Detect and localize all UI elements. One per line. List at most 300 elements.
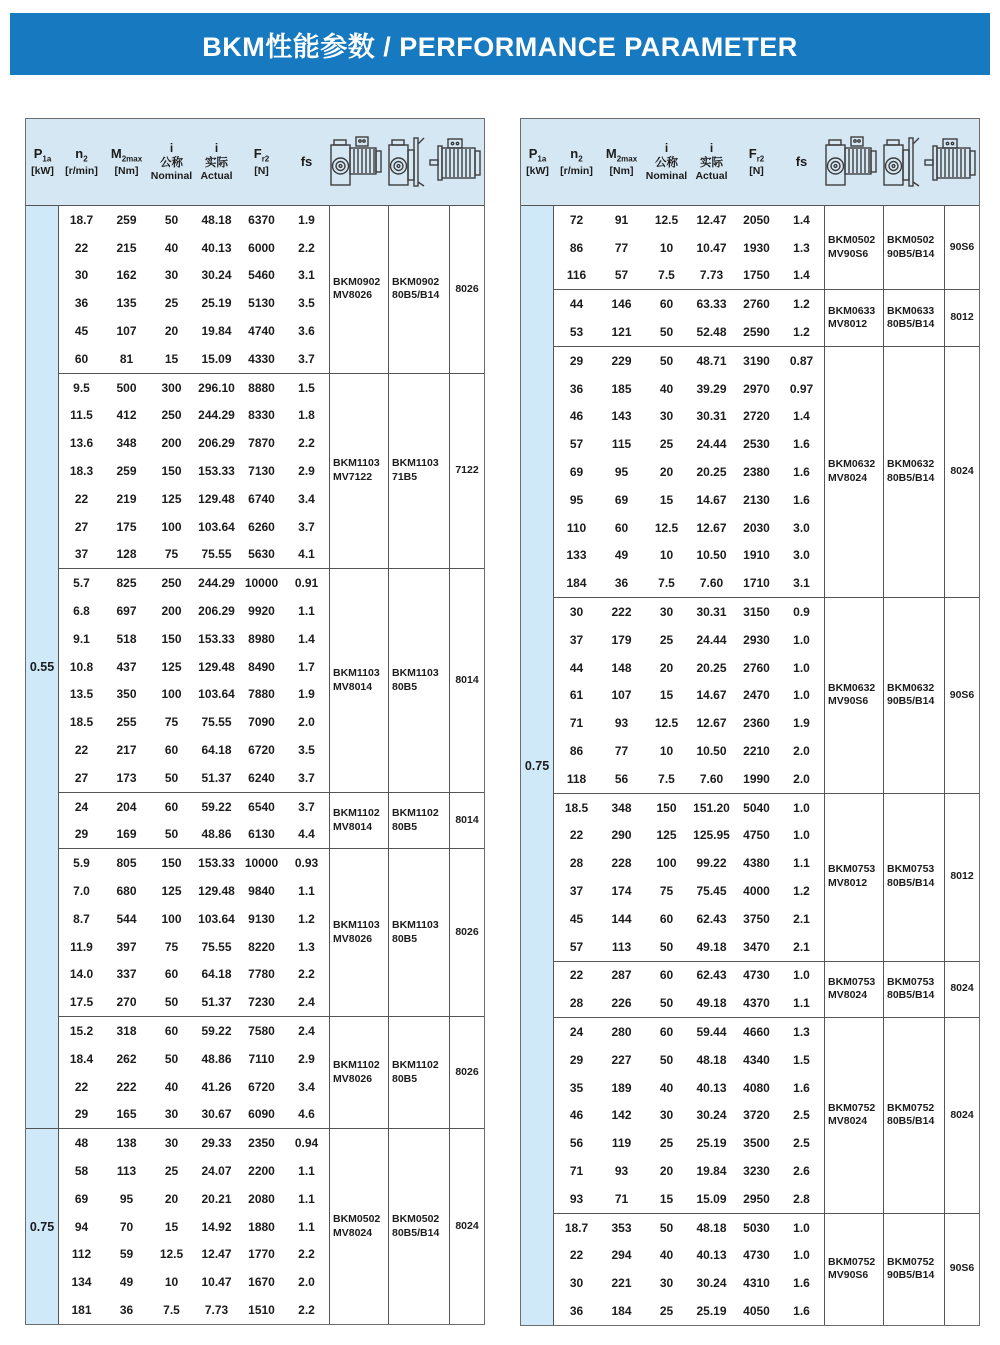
data-cell: 1.0: [793, 660, 810, 675]
model-gearmotor: BKM0502 MV90S6: [824, 206, 883, 289]
motor-size: 8024: [944, 1018, 979, 1213]
data-cell: 1.1: [298, 1219, 315, 1234]
data-cell: 60: [164, 967, 179, 982]
data-cell: 2200: [248, 1163, 275, 1178]
data-cell: 93: [614, 1163, 629, 1178]
data-cell: 100: [161, 911, 182, 926]
data-cell: 175: [116, 519, 137, 534]
data-cell: 6720: [248, 1079, 275, 1094]
motor-icon: [924, 134, 979, 190]
data-cell: 3230: [743, 1163, 770, 1178]
data-cell: 2130: [743, 492, 770, 507]
data-cell: 206.29: [198, 604, 235, 619]
data-cell: 2.2: [298, 436, 315, 451]
data-cell: 93: [614, 716, 629, 731]
data-cell: 8490: [248, 659, 275, 674]
data-cell: 7870: [248, 436, 275, 451]
power-column: [26, 206, 59, 1324]
model-group: [554, 1213, 979, 1325]
data-cell: 6130: [248, 827, 275, 842]
data-grid: [554, 206, 824, 289]
data-cell: 86: [569, 744, 584, 759]
data-cell: 3.5: [298, 743, 315, 758]
data-cell: 222: [611, 605, 632, 620]
data-cell: 1.6: [793, 492, 810, 507]
data-cell: 49: [119, 1275, 134, 1290]
data-cell: 1.3: [298, 939, 315, 954]
data-cell: 37: [569, 884, 584, 899]
data-cell: 18.7: [564, 1220, 589, 1235]
data-cell: 227: [611, 1052, 632, 1067]
data-grid: [59, 374, 329, 569]
data-cell: 15.09: [696, 1191, 727, 1206]
data-cell: 1.0: [793, 968, 810, 983]
data-cell: 805: [116, 856, 137, 871]
data-cell: 8.7: [73, 911, 90, 926]
model-group: [59, 568, 484, 791]
model-gearmotor: BKM0902 MV8026: [329, 206, 388, 373]
power-value: 0.55: [29, 660, 55, 675]
data-cell: 1750: [743, 268, 770, 283]
data-cell: 1.3: [793, 240, 810, 255]
data-cell: 69: [74, 1191, 89, 1206]
data-cell: 7.5: [163, 1302, 180, 1317]
data-cell: 2.5: [793, 1136, 810, 1151]
model-gearbox-flange: BKM0902 80B5/B14: [388, 206, 449, 373]
data-cell: 71: [569, 1163, 584, 1178]
data-cell: 2970: [743, 381, 770, 396]
data-cell: 1.0: [793, 828, 810, 843]
data-cell: 2080: [248, 1191, 275, 1206]
data-cell: 48: [74, 1136, 89, 1151]
data-cell: 2210: [743, 744, 770, 759]
data-cell: 262: [116, 1051, 137, 1066]
column-header-p: $P_{1a}$ [kW]: [31, 146, 54, 177]
data-cell: 116: [566, 268, 587, 283]
data-cell: 95: [614, 465, 629, 480]
data-cell: 44: [569, 297, 584, 312]
data-cell: 7.60: [699, 576, 724, 591]
group-list: [554, 206, 979, 1325]
data-cell: 50: [164, 827, 179, 842]
data-cell: 45: [569, 911, 584, 926]
data-cell: 75: [164, 715, 179, 730]
data-grid: [554, 290, 824, 346]
data-cell: 1.4: [793, 212, 810, 227]
data-cell: 30.24: [201, 268, 232, 283]
model-gearbox-flange: BKM1103 80B5: [388, 849, 449, 1016]
data-cell: 4380: [743, 856, 770, 871]
data-cell: 1.9: [793, 716, 810, 731]
data-cell: 270: [116, 995, 137, 1010]
data-cell: 825: [116, 576, 137, 591]
data-cell: 179: [611, 632, 632, 647]
page-title: BKM性能参数 / PERFORMANCE PARAMETER: [202, 31, 798, 62]
data-cell: 48.86: [201, 827, 232, 842]
data-cell: 25: [164, 296, 179, 311]
data-cell: 60: [659, 911, 674, 926]
data-cell: 25: [659, 1136, 674, 1151]
data-cell: 1.9: [298, 687, 315, 702]
data-cell: 27: [74, 770, 89, 785]
data-grid: [554, 1214, 824, 1325]
model-gearmotor: BKM1102 MV8026: [329, 1017, 388, 1128]
data-cell: 9.1: [73, 631, 90, 646]
data-cell: 46: [569, 409, 584, 424]
column-header-f: $F_{r2}$ [N]: [253, 146, 270, 177]
data-cell: 173: [116, 770, 137, 785]
data-cell: 142: [611, 1108, 632, 1123]
data-grid: [59, 206, 329, 373]
data-cell: 53: [569, 325, 584, 340]
data-cell: 133: [566, 548, 587, 563]
data-cell: 3.7: [298, 351, 315, 366]
data-cell: 222: [116, 1079, 137, 1094]
model-group: [59, 1016, 484, 1128]
data-cell: 184: [611, 1303, 632, 1318]
data-cell: 30.24: [696, 1108, 727, 1123]
data-cell: 2.0: [298, 1275, 315, 1290]
data-cell: 5460: [248, 268, 275, 283]
power-value: 0.75: [26, 1128, 58, 1324]
data-cell: 22: [569, 828, 584, 843]
data-grid: [554, 962, 824, 1018]
data-cell: 348: [611, 800, 632, 815]
motor-icon: [429, 134, 484, 190]
data-cell: 215: [116, 240, 137, 255]
model-gearbox-flange: BKM1102 80B5: [388, 793, 449, 849]
data-cell: 6.8: [73, 604, 90, 619]
motor-size: 8012: [944, 794, 979, 961]
data-cell: 4050: [743, 1303, 770, 1318]
data-cell: 4740: [248, 324, 275, 339]
data-cell: 10.8: [69, 659, 94, 674]
data-cell: 1880: [248, 1219, 275, 1234]
data-cell: 40: [659, 1080, 674, 1095]
data-cell: 4310: [743, 1276, 770, 1291]
data-cell: 128: [116, 547, 137, 562]
data-cell: 150: [161, 856, 182, 871]
data-cell: 40.13: [696, 1080, 727, 1095]
power-value: 0.75: [524, 758, 550, 773]
data-cell: 3.5: [298, 296, 315, 311]
data-cell: 18.3: [69, 464, 94, 479]
data-cell: 138: [116, 1136, 137, 1151]
data-cell: 7.5: [658, 576, 675, 591]
motor-size: 8026: [449, 1017, 484, 1128]
column-header-m: $M_{2max}$ [Nm]: [110, 146, 143, 177]
data-cell: 30: [74, 268, 89, 283]
data-cell: 62.43: [696, 911, 727, 926]
data-cell: 50: [659, 1052, 674, 1067]
data-cell: 125.95: [693, 828, 730, 843]
data-cell: 353: [611, 1220, 632, 1235]
data-cell: 1.9: [298, 212, 315, 227]
data-cell: 2.2: [298, 967, 315, 982]
data-cell: 41.26: [201, 1079, 232, 1094]
data-cell: 244.29: [198, 408, 235, 423]
data-cell: 51.37: [201, 770, 232, 785]
motor-size: 8014: [449, 569, 484, 791]
data-cell: 75: [164, 547, 179, 562]
data-cell: 10.50: [696, 744, 727, 759]
data-cell: 61: [569, 688, 584, 703]
data-cell: 25: [659, 632, 674, 647]
data-cell: 151.20: [693, 800, 730, 815]
data-cell: 35: [569, 1080, 584, 1095]
column-header-fs: fs: [795, 153, 808, 169]
data-cell: 2.8: [793, 1191, 810, 1206]
model-group: [59, 373, 484, 569]
data-cell: 134: [71, 1275, 92, 1290]
data-cell: 12.5: [159, 1247, 184, 1262]
data-cell: 2350: [248, 1136, 275, 1151]
data-cell: 165: [116, 1107, 137, 1122]
data-cell: 2360: [743, 716, 770, 731]
data-cell: 49.18: [696, 996, 727, 1011]
data-cell: 30.24: [696, 1276, 727, 1291]
data-cell: 1930: [743, 240, 770, 255]
data-cell: 22: [74, 240, 89, 255]
data-cell: 40: [164, 1079, 179, 1094]
data-cell: 6260: [248, 519, 275, 534]
data-cell: 4660: [743, 1025, 770, 1039]
data-grid: [59, 849, 329, 1016]
data-cell: 60: [164, 1024, 179, 1038]
data-cell: 56: [569, 1136, 584, 1151]
data-cell: 50: [164, 1051, 179, 1066]
data-cell: 4330: [248, 351, 275, 366]
data-cell: 24: [569, 1025, 584, 1039]
data-cell: 50: [659, 1220, 674, 1235]
data-cell: 95: [119, 1191, 134, 1206]
data-cell: 4080: [743, 1080, 770, 1095]
data-cell: 15: [659, 492, 674, 507]
data-cell: 30: [569, 605, 584, 620]
data-cell: 200: [161, 604, 182, 619]
data-cell: 60: [659, 968, 674, 983]
data-cell: 3150: [743, 605, 770, 620]
data-cell: 680: [116, 884, 137, 899]
data-cell: 2.4: [298, 995, 315, 1010]
data-cell: 57: [569, 939, 584, 954]
column-header-ratio: i 实际 Actual: [200, 140, 233, 183]
column-header-ratio: i 实际 Actual: [695, 140, 728, 183]
data-cell: 11.9: [70, 939, 93, 954]
model-gearmotor: BKM0753 MV8024: [824, 962, 883, 1018]
data-cell: 14.67: [696, 688, 727, 703]
data-cell: 348: [116, 436, 137, 451]
data-cell: 2.9: [298, 464, 315, 479]
data-cell: 0.91: [294, 576, 319, 591]
data-cell: 113: [611, 939, 632, 954]
data-cell: 59.22: [201, 799, 232, 814]
model-gearbox-flange: BKM0632 90B5/B14: [883, 598, 944, 793]
data-cell: 2.9: [298, 1051, 315, 1066]
data-cell: 121: [611, 325, 632, 340]
data-cell: 259: [116, 464, 137, 479]
data-cell: 118: [566, 771, 587, 786]
data-cell: 60: [164, 743, 179, 758]
data-cell: 3470: [743, 939, 770, 954]
data-cell: 0.93: [294, 856, 319, 871]
data-cell: 1.5: [298, 380, 315, 395]
model-group: [59, 792, 484, 849]
data-cell: 229: [611, 353, 632, 368]
data-cell: 189: [611, 1080, 632, 1095]
data-cell: 60: [659, 297, 674, 312]
data-cell: 125: [161, 491, 182, 506]
motor-size: 7122: [449, 374, 484, 569]
performance-table-right: [520, 118, 980, 1326]
data-cell: 57: [569, 437, 584, 452]
data-cell: 112: [71, 1247, 92, 1262]
data-cell: 7.73: [204, 1302, 229, 1317]
column-header-m: $M_{2max}$ [Nm]: [605, 146, 638, 177]
data-cell: 287: [611, 968, 632, 983]
data-cell: 22: [74, 1079, 89, 1094]
data-cell: 25: [659, 1303, 674, 1318]
data-cell: 3.0: [793, 520, 810, 535]
data-cell: 5030: [743, 1220, 770, 1235]
data-cell: 4.6: [298, 1107, 315, 1122]
data-cell: 0.97: [789, 381, 814, 396]
data-cell: 12.5: [654, 716, 679, 731]
data-cell: 1770: [248, 1247, 275, 1262]
data-cell: 2050: [743, 212, 770, 227]
data-grid: [59, 1017, 329, 1128]
model-gearbox-flange: BKM0632 80B5/B14: [883, 347, 944, 597]
data-cell: 15.2: [69, 1024, 94, 1038]
data-cell: 9130: [248, 911, 275, 926]
data-cell: 184: [566, 576, 587, 591]
data-cell: 3720: [743, 1108, 770, 1123]
data-cell: 259: [116, 212, 137, 227]
gearbox-drawings: [824, 119, 979, 205]
motor-size: 8024: [944, 962, 979, 1018]
data-cell: 22: [569, 968, 584, 983]
data-cell: 3.7: [298, 519, 315, 534]
data-cell: 144: [611, 911, 632, 926]
data-cell: 52.48: [696, 325, 727, 340]
data-cell: 8330: [248, 408, 275, 423]
data-cell: 28: [569, 996, 584, 1011]
data-cell: 15: [164, 1219, 179, 1234]
model-gearbox-flange: BKM0502 80B5/B14: [388, 1129, 449, 1324]
data-cell: 22: [74, 743, 89, 758]
model-gearbox-flange: BKM1102 80B5: [388, 1017, 449, 1128]
data-cell: 93: [569, 1191, 584, 1206]
data-cell: 244.29: [198, 576, 235, 591]
data-cell: 125: [161, 884, 182, 899]
data-grid: [554, 347, 824, 597]
data-cell: 129.48: [198, 491, 235, 506]
model-group: [59, 206, 484, 373]
data-cell: 1510: [248, 1302, 275, 1317]
data-cell: 4.1: [298, 547, 315, 562]
data-cell: 204: [116, 799, 137, 814]
model-gearmotor: BKM1103 MV8014: [329, 569, 388, 791]
model-gearbox-flange: BKM0753 80B5/B14: [883, 794, 944, 961]
data-cell: 64.18: [201, 967, 232, 982]
data-cell: 119: [611, 1136, 632, 1151]
data-cell: 1.6: [793, 465, 810, 480]
data-cell: 100: [656, 856, 677, 871]
data-cell: 3190: [743, 353, 770, 368]
data-cell: 148: [611, 660, 632, 675]
data-cell: 150: [656, 800, 677, 815]
data-cell: 7580: [248, 1024, 275, 1038]
data-cell: 50: [659, 939, 674, 954]
data-cell: 48.18: [201, 212, 232, 227]
data-cell: 30: [659, 605, 674, 620]
data-cell: 48.18: [696, 1220, 727, 1235]
model-gearmotor: BKM0502 MV8024: [329, 1129, 388, 1324]
data-cell: 3.7: [298, 799, 315, 814]
data-cell: 45: [74, 324, 89, 339]
model-group: [554, 597, 979, 793]
data-cell: 7110: [248, 1051, 275, 1066]
data-cell: 250: [161, 576, 182, 591]
data-cell: 107: [611, 688, 632, 703]
data-cell: 40.13: [696, 1248, 727, 1263]
data-cell: 8980: [248, 631, 275, 646]
data-cell: 2.0: [298, 715, 315, 730]
data-cell: 24.44: [696, 437, 727, 452]
data-cell: 15: [659, 1191, 674, 1206]
data-cell: 174: [611, 884, 632, 899]
data-cell: 10000: [244, 856, 279, 871]
data-cell: 437: [116, 659, 137, 674]
data-cell: 226: [611, 996, 632, 1011]
data-cell: 1.0: [793, 688, 810, 703]
data-cell: 5130: [248, 296, 275, 311]
data-cell: 1.1: [298, 604, 315, 619]
motor-size: 90S6: [944, 598, 979, 793]
data-cell: 30: [659, 409, 674, 424]
data-cell: 63.33: [696, 297, 727, 312]
data-cell: 30.67: [201, 1107, 232, 1122]
data-cell: 103.64: [198, 687, 235, 702]
data-cell: 40: [164, 240, 179, 255]
data-cell: 113: [116, 1163, 137, 1178]
data-cell: 20.25: [696, 660, 727, 675]
data-cell: 40: [659, 1248, 674, 1263]
model-gearbox-flange: BKM0753 80B5/B14: [883, 962, 944, 1018]
model-gearmotor: BKM1103 MV8026: [329, 849, 388, 1016]
data-cell: 337: [116, 967, 137, 982]
data-cell: 40: [659, 381, 674, 396]
data-cell: 75.55: [201, 547, 232, 562]
data-cell: 7.0: [73, 884, 90, 899]
data-cell: 1.2: [793, 297, 810, 312]
data-cell: 412: [116, 408, 137, 423]
data-cell: 18.4: [69, 1051, 94, 1066]
data-cell: 50: [659, 325, 674, 340]
data-cell: 20.25: [696, 465, 727, 480]
data-cell: 10: [659, 744, 674, 759]
data-cell: 3.6: [298, 324, 315, 339]
data-cell: 2.4: [298, 1024, 315, 1038]
data-cell: 290: [611, 828, 632, 843]
data-cell: 58: [74, 1163, 89, 1178]
model-gearbox-flange: BKM0752 90B5/B14: [883, 1214, 944, 1325]
data-cell: 300: [161, 380, 182, 395]
data-cell: 5.9: [73, 856, 90, 871]
data-cell: 15.09: [201, 351, 232, 366]
data-cell: 217: [116, 743, 137, 758]
data-grid: [554, 794, 824, 961]
